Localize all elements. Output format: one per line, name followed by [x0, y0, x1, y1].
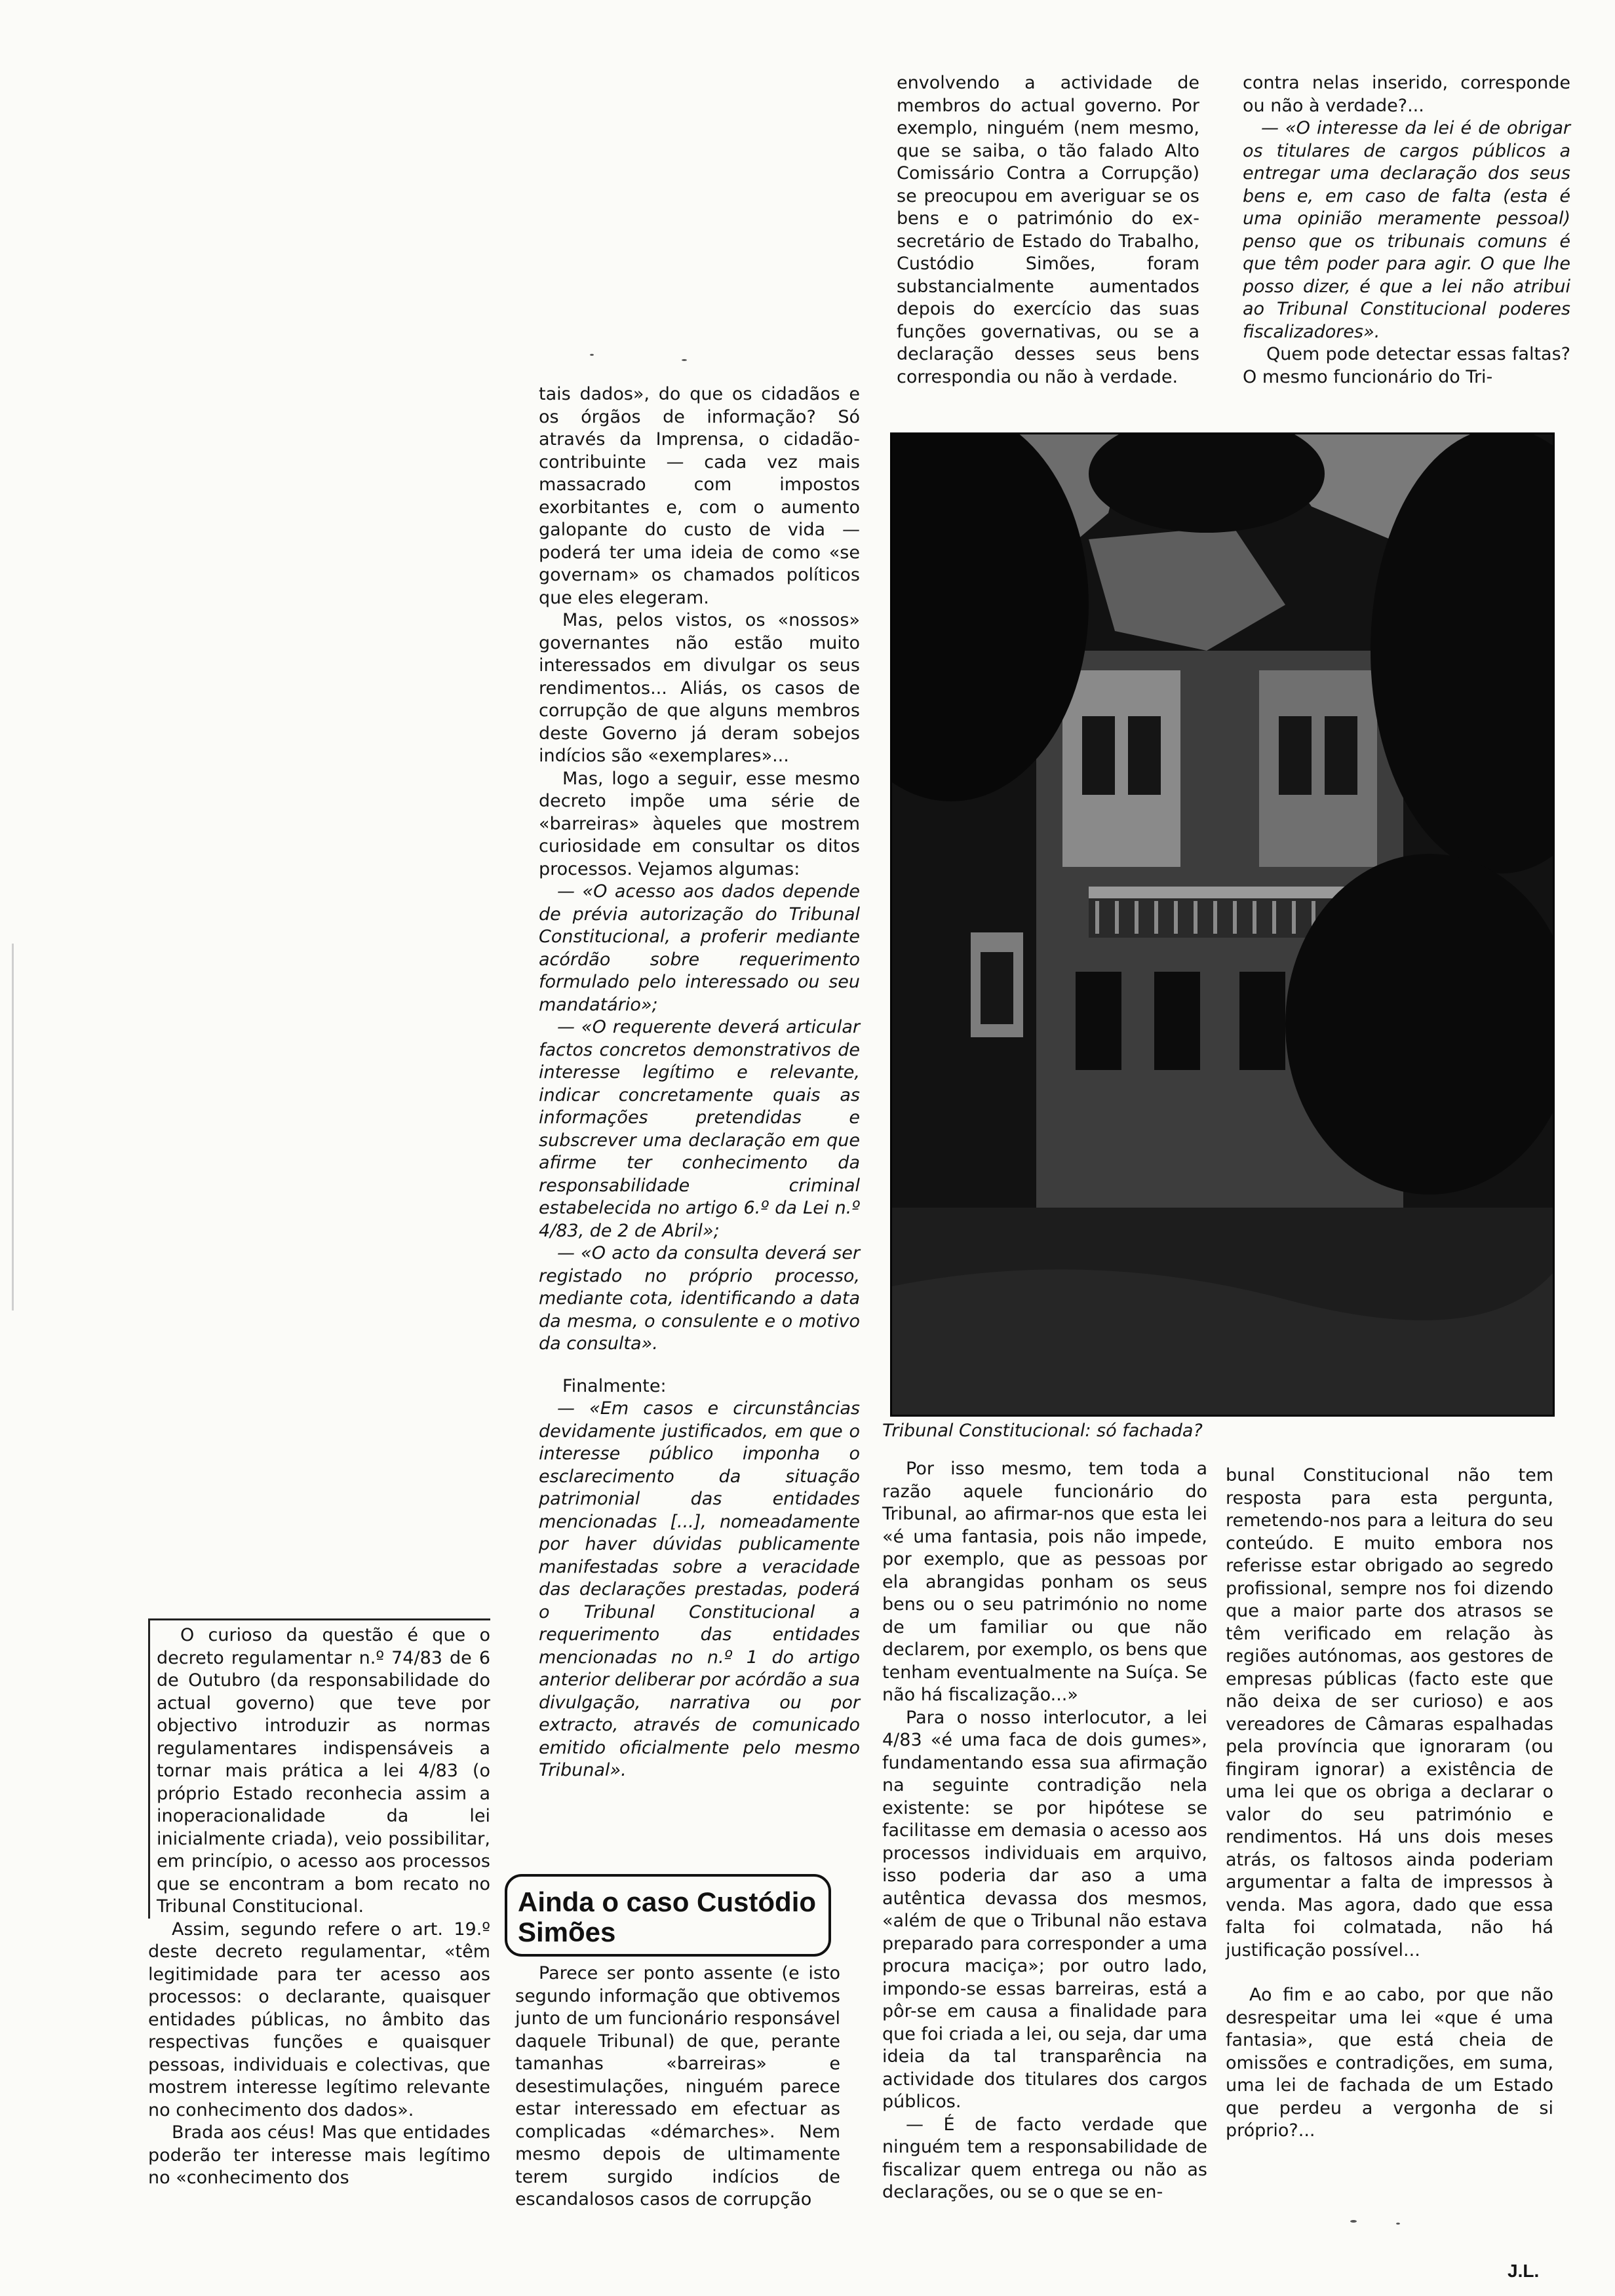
column-c-paragraph: contra nelas inserido, corresponde ou não à verdade?...	[1243, 73, 1570, 116]
section-headline: Ainda o caso Custódio Simões	[518, 1886, 817, 1947]
column-d-paragraph: Assim, segundo refere o art. 19.º deste decreto regulamentar, «têm legitimidade para ter acesso aos processos: o declarante, quaisquer entidades públicas, no âmbito das respectivas funções e quaisquer pessoas, individuais e colectivas, que mostrem interesse legítimo relevante no conhecimento dos dados».	[148, 1919, 490, 2120]
column-f	[882, 1458, 1207, 2204]
column-a-quote: — «O acesso aos dados depende de prévia autorização do Tribunal Constitucional, a proferir mediante acórdão sobre requerimento formulado pelo interessado ou seu mandatário»;	[539, 881, 860, 1015]
column-a-paragraph: Mas, pelos vistos, os «nossos» governantes não estão muito interessados em divulgar os seus rendimentos... Aliás, os casos de corrupção de que alguns membros deste Governo já deram sobejos indícios são «exemplares»...	[539, 610, 860, 766]
scan-speck	[1396, 2223, 1400, 2225]
column-c-paragraph: Quem pode detectar essas faltas? O mesmo funcionário do Tri-	[1243, 344, 1570, 387]
column-a-paragraph: Mas, logo a seguir, esse mesmo decreto impõe uma série de «barreiras» àqueles que mostrem curiosidade em consultar os ditos processos. Vejamos algumas:	[539, 768, 860, 879]
column-c-quote: — «O interesse da lei é de obrigar os titulares de cargos públicos a entregar uma declaração dos seus bens e, em caso de falta (esta é uma opinião meramente pessoal) penso que os tribunais comuns é que têm poder para agir. O que lhe posso dizer, é que a lei não atribui ao Tribunal Constitucional poderes fiscalizadores».	[1243, 118, 1570, 342]
column-d-paragraph: Brada aos céus! Mas que entidades poderão ter interesse mais legítimo no «conhecimento dos	[148, 2122, 490, 2188]
author-signature: J.L.	[1508, 2261, 1540, 2281]
column-c	[1243, 72, 1570, 389]
photo-caption: Tribunal Constitucional: só fachada?	[882, 1421, 1203, 1441]
column-d-paragraph: O curioso da questão é que o decreto regulamentar n.º 74/83 de 6 de Outubro (da responsabilidade do actual governo) que teve por objectivo introduzir as normas regulamentares indispensáveis a tornar mais prática a lei 4/83 (o próprio Estado reconhecia assim a inoperacionalidade da lei inicialmente criada), veio possibilitar, em princípio, o acesso aos processos que se encontram a bom recato no Tribunal Constitucional.	[157, 1625, 490, 1917]
court-building-image	[892, 434, 1553, 1415]
scan-speck	[590, 354, 594, 356]
column-a	[539, 383, 860, 1782]
column-g-paragraph: bunal Constitucional não tem resposta para esta pergunta, remetendo-nos para a leitura do seu conteúdo. E muito embora nos referisse estar obrigado ao segredo profissional, sempre nos foi dizendo que a maior parte dos atrasos se têm verificado em relação às regiões autónomas, aos gestores de empresas públicas (facto este que não deixa de ser curioso) e aos vereadores de Câmaras espalhadas pela província que ignoraram (ou fingiram ignorar) a existência de uma lei que os obriga a declarar o valor do seu património e rendimentos. Há uns dois meses atrás, os faltosos ainda poderiam argumentar a falta de impressos à venda. Mas agora, dado que essa falta foi colmatada, não há justificação possível...	[1226, 1465, 1553, 1961]
column-a-quote: — «O acto da consulta deverá ser registado no próprio processo, mediante cota, identificando a data da mesma, o consulente e o motivo da consulta».	[539, 1243, 860, 1354]
scan-speck	[682, 359, 687, 361]
scan-speck	[1350, 2220, 1357, 2223]
column-f-paragraph: Por isso mesmo, tem toda a razão aquele funcionário do Tribunal, ao afirmar-nos que esta lei «é uma fantasia, pois não impede, por exemplo, que as pessoas por ela abrangidas ponham os seus bens ou o seu património no nome de um familiar ou que não declarem, por exemplo, os bens que tenham eventualmente na Suíça. Se não há fiscalização...»	[882, 1459, 1207, 1705]
column-a-paragraph: Finalmente:	[562, 1375, 667, 1396]
column-a-quote: — «Em casos e circunstâncias devidamente justificados, em que o interesse público imponha o esclarecimento da situação patrimonial das entidades mencionadas [...], nomeadamente por haver dúvidas publicamente manifestadas sobre a veracidade das declarações prestadas, poderá o Tribunal Constitucional a requerimento das entidades mencionadas no n.º 1 do artigo anterior deliberar por acórdão a sua divulgação, narrativa ou por extracto, através de comunicado emitido oficialmente pelo mesmo Tribunal».	[539, 1398, 860, 1780]
column-g	[1226, 1464, 1553, 2143]
column-f-paragraph: Para o nosso interlocutor, a lei 4/83 «é uma faca de dois gumes», fundamentando essa sua afirmação na seguinte contradição nela existente: se por hipótese se facilitasse em demasia o acesso aos processos individuais em arquivo, isso poderia dar aso a uma autêntica devassa dos mesmos, «além de que o Tribunal não estava preparado para corresponder a uma procura maciça»; por outro lado, impondo-se essas barreiras, está a pôr-se em causa a finalidade para que foi criada a lei, ou seja, dar uma ideia da tal transparência na actividade dos titulares dos cargos públicos.	[882, 1707, 1207, 2112]
column-a-quote: — «O requerente deverá articular factos concretos demonstrativos de interesse legítimo e relevante, indicar concretamente quais as informações pretendidas e subscrever uma declaração em que afirme ter conhecimento da responsabilidade criminal estabelecida no artigo 6.º da Lei n.º 4/83, de 2 de Abril»;	[539, 1017, 860, 1241]
scan-edge-line	[12, 944, 14, 1311]
column-d-box	[148, 1618, 490, 1919]
column-e	[515, 1962, 840, 2211]
column-b-paragraph: envolvendo a actividade de membros do actual governo. Por exemplo, ninguém (nem mesmo, que se saiba, o tão falado Alto Comissário Contra a Corrupção) se preocupou em averiguar se os bens e o património do ex-secretário de Estado do Trabalho, Custódio Simões, foram substancialmente aumentados depois do exercício das suas funções governativas, ou se a declaração desses seus bens correspondia ou não à verdade.	[897, 73, 1199, 387]
column-e-paragraph: Parece ser ponto assente (e isto segundo informação que obtivemos junto de um funcionário responsável daquele Tribunal) de que, perante tamanhas «barreiras» e desestimulações, ninguém parece estar interessado em efectuar as complicadas «démarches». Nem mesmo depois de ultimamente terem surgido indícios de escandalosos casos de corrupção	[515, 1963, 840, 2210]
column-f-paragraph: — É de facto verdade que ninguém tem a responsabilidade de fiscalizar quem entrega ou não as declarações, ou se o que se en-	[882, 2114, 1207, 2202]
court-building-photo	[890, 432, 1555, 1417]
column-a-paragraph: tais dados», do que os cidadãos e os órgãos de informação? Só através da Imprensa, o cidadão-contribuinte — cada vez mais massacrado com impostos exorbitantes e, com o aumento galopante do custo de vida — poderá ter uma ideia de como «se governam» os chamados políticos que eles elegeram.	[539, 384, 860, 608]
column-g-paragraph: Ao fim e ao cabo, por que não desrespeitar uma lei «que é uma fantasia», que está cheia de omissões e contradições, em suma, uma lei de fachada de um Estado que perdeu a vergonha de si próprio?...	[1226, 1985, 1553, 2141]
column-d	[148, 1618, 490, 2190]
column-b	[897, 72, 1199, 389]
